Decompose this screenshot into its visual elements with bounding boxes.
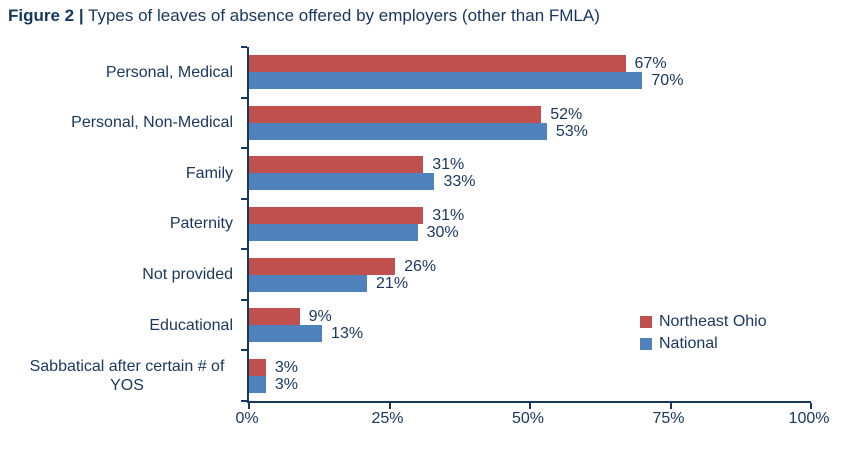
bar-northeast-ohio [249, 55, 626, 72]
bar-national [249, 173, 434, 190]
bar-group [249, 148, 811, 199]
bar-group [249, 98, 811, 149]
legend-swatch [640, 316, 652, 328]
bar-value-label: 33% [443, 173, 476, 191]
category-label: Not provided [142, 266, 233, 283]
figure-title-text: Types of leaves of absence offered by employers (other than FMLA) [83, 6, 600, 25]
category-row [0, 300, 233, 351]
bar-national [249, 275, 367, 292]
bar-northeast-ohio [249, 156, 423, 173]
y-axis-tick [241, 198, 247, 200]
bar-line [249, 207, 811, 224]
bar-line [249, 156, 811, 173]
bar-national [249, 376, 266, 393]
x-axis-tick [389, 403, 391, 409]
bar-national [249, 72, 642, 89]
bar-national [249, 123, 547, 140]
bar-value-label: 9% [308, 308, 332, 326]
bar-northeast-ohio [249, 207, 423, 224]
y-axis-tick [241, 248, 247, 250]
category-row [0, 350, 233, 401]
bar-line [249, 224, 811, 241]
bar-group [249, 350, 811, 401]
bar-group [249, 199, 811, 250]
x-axis-tick [529, 403, 531, 409]
bar-value-label: 67% [634, 55, 667, 73]
x-axis-tick-label: 50% [511, 410, 545, 427]
legend-label: National [659, 335, 718, 352]
category-row [0, 249, 233, 300]
bar-line [249, 55, 811, 72]
bar-line [249, 275, 811, 292]
x-axis-tick-label: 100% [788, 410, 830, 427]
category-label: Educational [149, 316, 233, 334]
x-axis-tick-label: 75% [652, 410, 685, 427]
legend [640, 313, 767, 357]
y-axis-tick [241, 349, 247, 351]
bar-value-label: 70% [651, 72, 684, 90]
category-row [0, 98, 233, 149]
bar-line [249, 72, 811, 89]
category-label: Sabbatical after certain # of YOS [29, 357, 225, 394]
bar-line [249, 258, 811, 275]
bar-line [249, 376, 811, 393]
bar-value-label: 31% [432, 156, 465, 174]
bar-value-label: 30% [426, 224, 459, 242]
bar-northeast-ohio [249, 359, 266, 376]
x-axis-tick [810, 403, 812, 409]
figure-title [8, 5, 600, 27]
bar-national [249, 325, 322, 342]
x-axis-tick [670, 403, 672, 409]
x-axis-tick-label: 25% [371, 410, 404, 427]
x-axis-tick-label: 0% [235, 410, 259, 427]
bar-value-label: 3% [274, 358, 298, 376]
bar-line [249, 106, 811, 123]
figure-label: Figure 2 | [8, 6, 84, 25]
bar-northeast-ohio [249, 308, 300, 325]
category-label: Paternity [169, 215, 233, 233]
category-label: Family [185, 164, 233, 182]
legend-label: Northeast Ohio [659, 313, 767, 330]
legend-swatch [640, 338, 652, 350]
bar-group [249, 47, 811, 98]
bar-value-label: 52% [550, 105, 583, 123]
legend-item [640, 335, 767, 353]
bar-value-label: 53% [555, 122, 588, 140]
bar-national [249, 224, 418, 241]
x-axis-tick [248, 403, 250, 409]
category-row [0, 199, 233, 250]
bar-value-label: 31% [432, 207, 465, 225]
category-labels [0, 47, 233, 401]
bar-value-label: 21% [376, 274, 409, 292]
x-axis-labels [235, 410, 830, 432]
y-axis-tick [241, 400, 247, 402]
bar-value-label: 26% [404, 257, 437, 275]
bar-line [249, 359, 811, 376]
legend-item [640, 313, 767, 331]
bar-group [249, 249, 811, 300]
bar-northeast-ohio [249, 258, 395, 275]
y-axis-tick [241, 97, 247, 99]
category-label: Personal, Medical [105, 63, 233, 81]
y-axis-tick [241, 46, 247, 48]
bar-value-label: 3% [274, 375, 298, 393]
bar-line [249, 123, 811, 140]
bar-line [249, 173, 811, 190]
category-row [0, 47, 233, 98]
y-axis-tick [241, 299, 247, 301]
y-axis-tick [241, 147, 247, 149]
bar-northeast-ohio [249, 106, 541, 123]
category-label: Personal, Non-Medical [71, 114, 233, 132]
bar-value-label: 13% [331, 325, 364, 343]
category-row [0, 148, 233, 199]
